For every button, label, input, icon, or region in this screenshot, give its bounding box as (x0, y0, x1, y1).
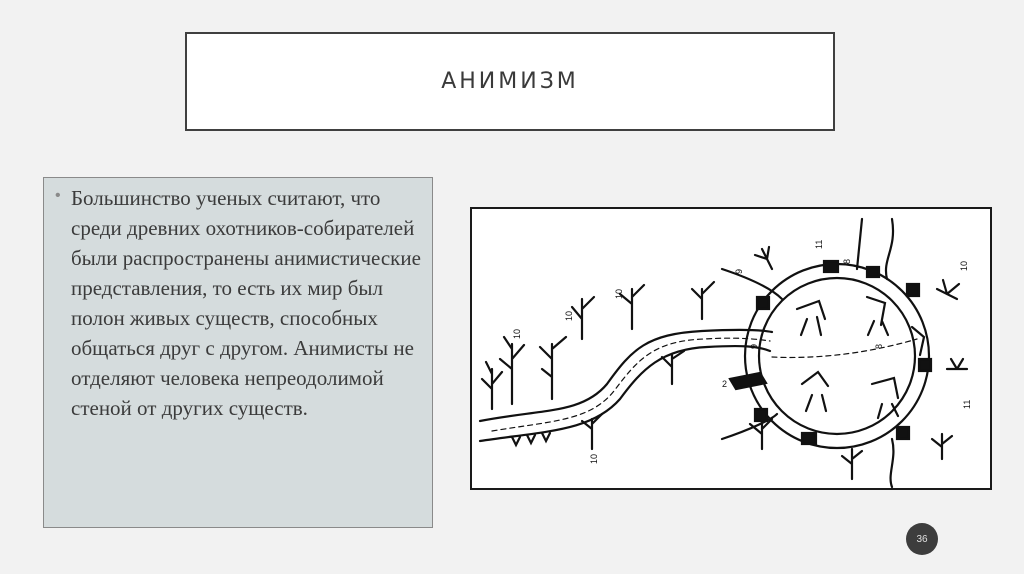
figure-label: 2 (722, 379, 728, 389)
figure-label: 11 (962, 399, 972, 409)
figure-label: 8 (874, 343, 884, 349)
figure-label: 10 (959, 260, 969, 271)
figure-label: 8 (842, 258, 852, 264)
body-text: Большинство ученых считают, что среди древних охотников-собирателей были распространены анимистические представления, то есть их мир был полон живых существ, способных общаться друг с другом. Анимисты не отделяют человека непреодолимой стеной от других существ. (71, 186, 421, 420)
figure-label: 10 (512, 328, 522, 339)
rock-drawing-image (470, 207, 992, 490)
page-number-badge (906, 523, 938, 555)
figure-label: 10 (589, 453, 599, 464)
rock-drawing-illustration (472, 209, 990, 488)
bullet-icon: • (55, 187, 61, 204)
figure-label: 10 (564, 310, 574, 321)
figure-label: 9 (749, 343, 759, 349)
figure-label: 9 (734, 268, 744, 274)
title-box (185, 32, 835, 131)
page-number: 36 (916, 533, 928, 545)
content-box (43, 177, 433, 528)
figure-label: 11 (814, 239, 824, 249)
slide-title: АНИМИЗМ (441, 69, 579, 94)
figure-label: 10 (614, 288, 624, 299)
